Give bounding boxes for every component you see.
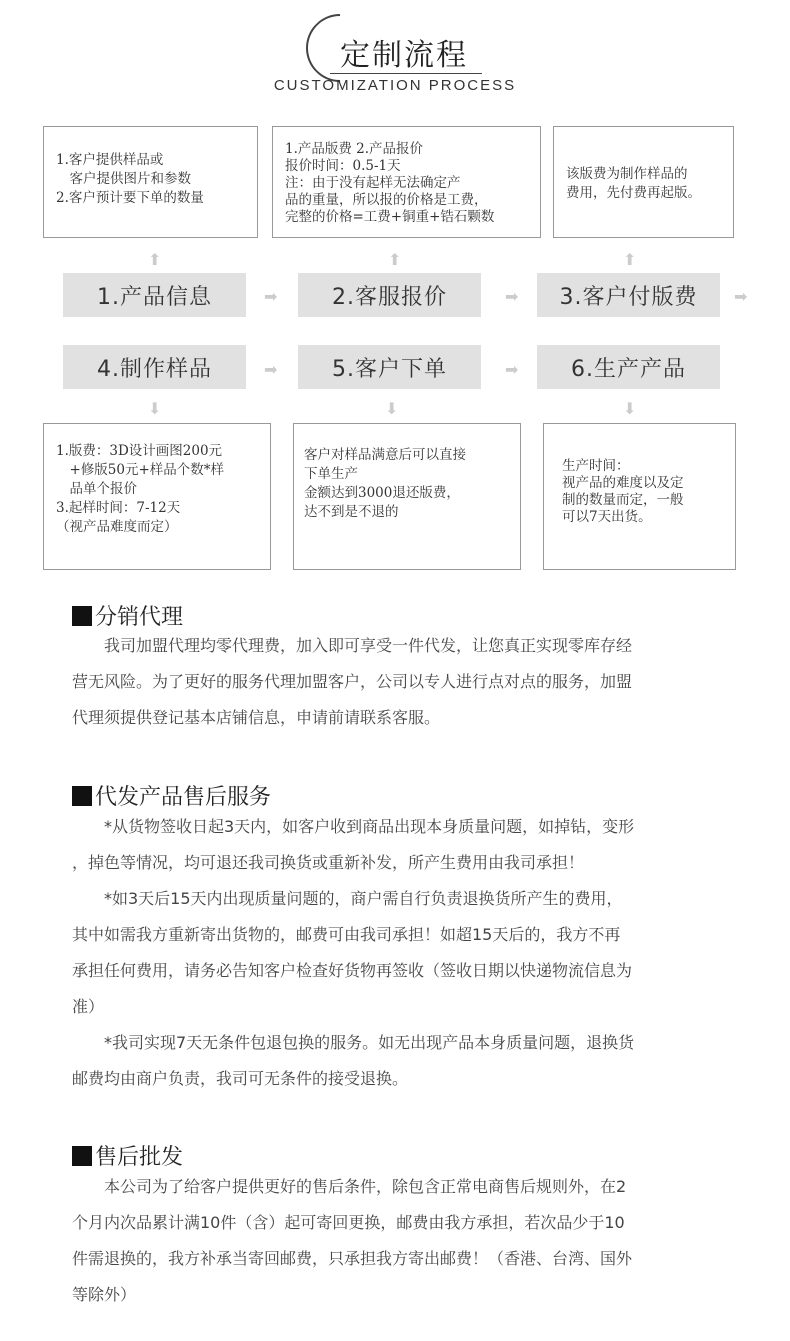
section-title-text: 代发产品售后服务 bbox=[95, 785, 272, 810]
section-title-text: 售后批发 bbox=[95, 1145, 184, 1170]
paragraph-line: 承担任何费用，请务必告知客户检查好货物再签收（签收日期以快递物流信息为 bbox=[72, 961, 633, 980]
note-line: 费用，先付费再起版。 bbox=[566, 185, 701, 201]
paragraph-line: *我司实现7天无条件包退包换的服务。如无出现产品本身质量问题，退换货 bbox=[72, 1033, 635, 1052]
note-line: 1.客户提供样品或 bbox=[56, 152, 164, 168]
arrow-up-icon: ⬆ bbox=[148, 250, 162, 269]
arrow-right-icon: ➡ bbox=[264, 287, 278, 306]
paragraph-line: 我司加盟代理均零代理费，加入即可享受一件代发，让您真正实现零库存经 bbox=[72, 636, 633, 655]
note-line: 报价时间：0.5-1天 bbox=[285, 158, 401, 174]
note-line: 下单生产 bbox=[304, 466, 358, 482]
paragraph-line: *从货物签收日起3天内，如客户收到商品出现本身质量问题，如掉钻，变形 bbox=[72, 817, 635, 836]
note-line: 2.客户预计要下单的数量 bbox=[56, 190, 204, 206]
section-title-text: 分销代理 bbox=[95, 605, 184, 630]
note-line: 1.版费：3D设计画图200元 bbox=[56, 443, 223, 459]
step-service-quote: 2.客服报价 bbox=[298, 273, 481, 317]
section-body-after-sales bbox=[72, 809, 712, 1097]
paragraph-line: 其中如需我方重新寄出货物的，邮费可由我司承担！如超15天后的，我方不再 bbox=[72, 925, 621, 944]
arrow-right-icon: ➡ bbox=[505, 360, 519, 379]
arrow-up-icon: ⬆ bbox=[388, 250, 402, 269]
section-title-after-sales bbox=[72, 780, 271, 811]
square-bullet-icon bbox=[72, 606, 92, 626]
page-subtitle: CUSTOMIZATION PROCESS bbox=[273, 77, 517, 94]
note-line: 注：由于没有起样无法确定产 bbox=[285, 175, 461, 191]
paragraph-line: 个月内次品累计满10件（含）起可寄回更换，邮费由我方承担，若次品少于10 bbox=[72, 1213, 625, 1232]
note-line: 达不到是不退的 bbox=[304, 504, 399, 520]
paragraph-line: 件需退换的，我方补承当寄回邮费，只承担我方寄出邮费！（香港、台湾、国外 bbox=[72, 1249, 633, 1268]
note-line: 3.起样时间：7-12天 bbox=[56, 500, 181, 516]
note-production-time bbox=[543, 423, 736, 570]
page-title: 定制流程 bbox=[340, 38, 468, 73]
arrow-down-icon: ⬇ bbox=[385, 399, 399, 418]
section-title-wholesale-after-sales bbox=[72, 1140, 183, 1171]
note-order bbox=[293, 423, 521, 570]
arrow-down-icon: ⬇ bbox=[148, 399, 162, 418]
note-pattern-fee bbox=[553, 126, 734, 238]
square-bullet-icon bbox=[72, 786, 92, 806]
arrow-up-icon: ⬆ bbox=[623, 250, 637, 269]
note-line: 制的数量而定，一般 bbox=[562, 492, 684, 508]
note-line: 品的重量，所以报的价格是工费， bbox=[285, 192, 488, 208]
note-line: 1.产品版费 2.产品报价 bbox=[285, 141, 424, 157]
paragraph-line: ，掉色等情况，均可退还我司换货或重新补发，所产生费用由我司承担！ bbox=[72, 853, 585, 872]
paragraph-line: 代理须提供登记基本店铺信息，申请前请联系客服。 bbox=[72, 708, 441, 727]
paragraph-line: 营无风险。为了更好的服务代理加盟客户，公司以专人进行点对点的服务，加盟 bbox=[72, 672, 633, 691]
paragraph-line: 本公司为了给客户提供更好的售后条件，除包含正常电商售后规则外，在2 bbox=[72, 1177, 627, 1196]
step-pay-pattern-fee: 3.客户付版费 bbox=[537, 273, 720, 317]
note-sample-fee bbox=[43, 423, 271, 570]
section-title-distribution bbox=[72, 600, 183, 631]
note-line: 完整的价格=工费+铜重+锆石颗数 bbox=[285, 209, 495, 225]
step-production: 6.生产产品 bbox=[537, 345, 720, 389]
arrow-right-icon: ➡ bbox=[505, 287, 519, 306]
note-line: 客户对样品满意后可以直接 bbox=[304, 447, 466, 463]
square-bullet-icon bbox=[72, 1146, 92, 1166]
note-line: 客户提供图片和参数 bbox=[56, 171, 191, 187]
section-body-wholesale-after-sales bbox=[72, 1169, 712, 1313]
step-product-info: 1.产品信息 bbox=[63, 273, 246, 317]
note-line: 视产品的难度以及定 bbox=[562, 475, 684, 491]
note-line: 生产时间： bbox=[562, 458, 630, 474]
title-underline bbox=[330, 73, 482, 74]
note-line: 金额达到3000退还版费， bbox=[304, 485, 460, 501]
step-make-sample: 4.制作样品 bbox=[63, 345, 246, 389]
note-line: 该版费为制作样品的 bbox=[566, 166, 688, 182]
note-line: 可以7天出货。 bbox=[562, 509, 652, 525]
note-line: （视产品难度而定） bbox=[56, 519, 178, 535]
paragraph-line: 准） bbox=[72, 997, 105, 1016]
arrow-down-icon: ⬇ bbox=[623, 399, 637, 418]
note-line: +修版50元+样品个数*样 bbox=[56, 462, 225, 478]
step-customer-order: 5.客户下单 bbox=[298, 345, 481, 389]
paragraph-line: *如3天后15天内出现质量问题的，商户需自行负责退换货所产生的费用， bbox=[72, 889, 623, 908]
section-body-distribution bbox=[72, 628, 712, 736]
arrow-right-icon: ➡ bbox=[734, 287, 748, 306]
note-line: 品单个报价 bbox=[56, 481, 137, 497]
arrow-right-icon: ➡ bbox=[264, 360, 278, 379]
note-product-info bbox=[43, 126, 258, 238]
paragraph-line: 等除外） bbox=[72, 1285, 137, 1304]
paragraph-line: 邮费均由商户负责，我司可无条件的接受退换。 bbox=[72, 1069, 409, 1088]
note-quote bbox=[272, 126, 541, 238]
